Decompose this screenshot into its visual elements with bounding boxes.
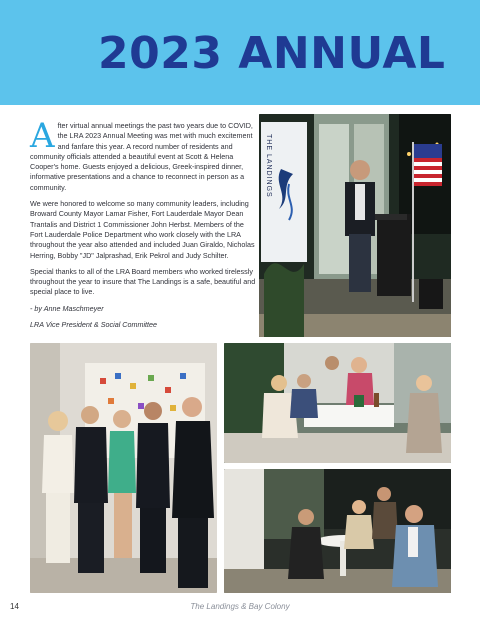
- byline-name: - by Anne Maschmeyer: [30, 303, 104, 313]
- photo-table-art: [224, 343, 451, 463]
- page-footer: [0, 599, 480, 619]
- header-band: [0, 0, 480, 105]
- photo-speaker-podium: [259, 114, 451, 337]
- photo-police-art: [30, 343, 217, 593]
- publication-name: The Landings & Bay Colony: [190, 602, 290, 611]
- photo-speaker-art: [259, 114, 451, 337]
- photo-police-group: [30, 343, 217, 593]
- photo-seated-guests: [224, 469, 451, 593]
- page-number: 14: [10, 602, 19, 611]
- photo-guests-table: [224, 343, 451, 463]
- byline-title: LRA Vice President & Social Committee: [30, 320, 158, 330]
- banner-text: THE LANDINGS: [265, 134, 272, 198]
- paragraph-intro: [30, 116, 256, 193]
- page-title: 2023 ANNUAL: [98, 28, 446, 79]
- article-body: [30, 116, 256, 336]
- photo-seated-art: [224, 469, 451, 593]
- paragraph-1-text: fter virtual annual meetings the past two years due to COVID, the LRA 2023 Annual Meeting was met with much excitement and fanfare this year. A record number of residents and community officials attended a beautiful event at Scott & Helena Cooper's home. Guests enjoyed a delicious, Greek-inspired dinner, informative presentations and a chance to reconnect in person as a community.: [30, 121, 253, 192]
- paragraph-3: Special thanks to all of the LRA Board members who worked tirelessly throughout the year to insure that The Landings is a safe, beautiful and special place to live.: [30, 266, 256, 297]
- paragraph-2: We were honored to welcome so many community leaders, including Broward County Mayor Lamar Fisher, Fort Lauderdale Mayor Dean Trantalis and District 1 Commissioner John Herbst. Members of the Fort Lauderdale Police Department who work closely with the LRA throughout the year also attended and included Juan Giraldo, Nicholas Herring, Bobby "JD" Jalprashad, Erik Pekrol and Judy Schilter.: [30, 199, 255, 260]
- drop-cap: A: [30, 116, 55, 156]
